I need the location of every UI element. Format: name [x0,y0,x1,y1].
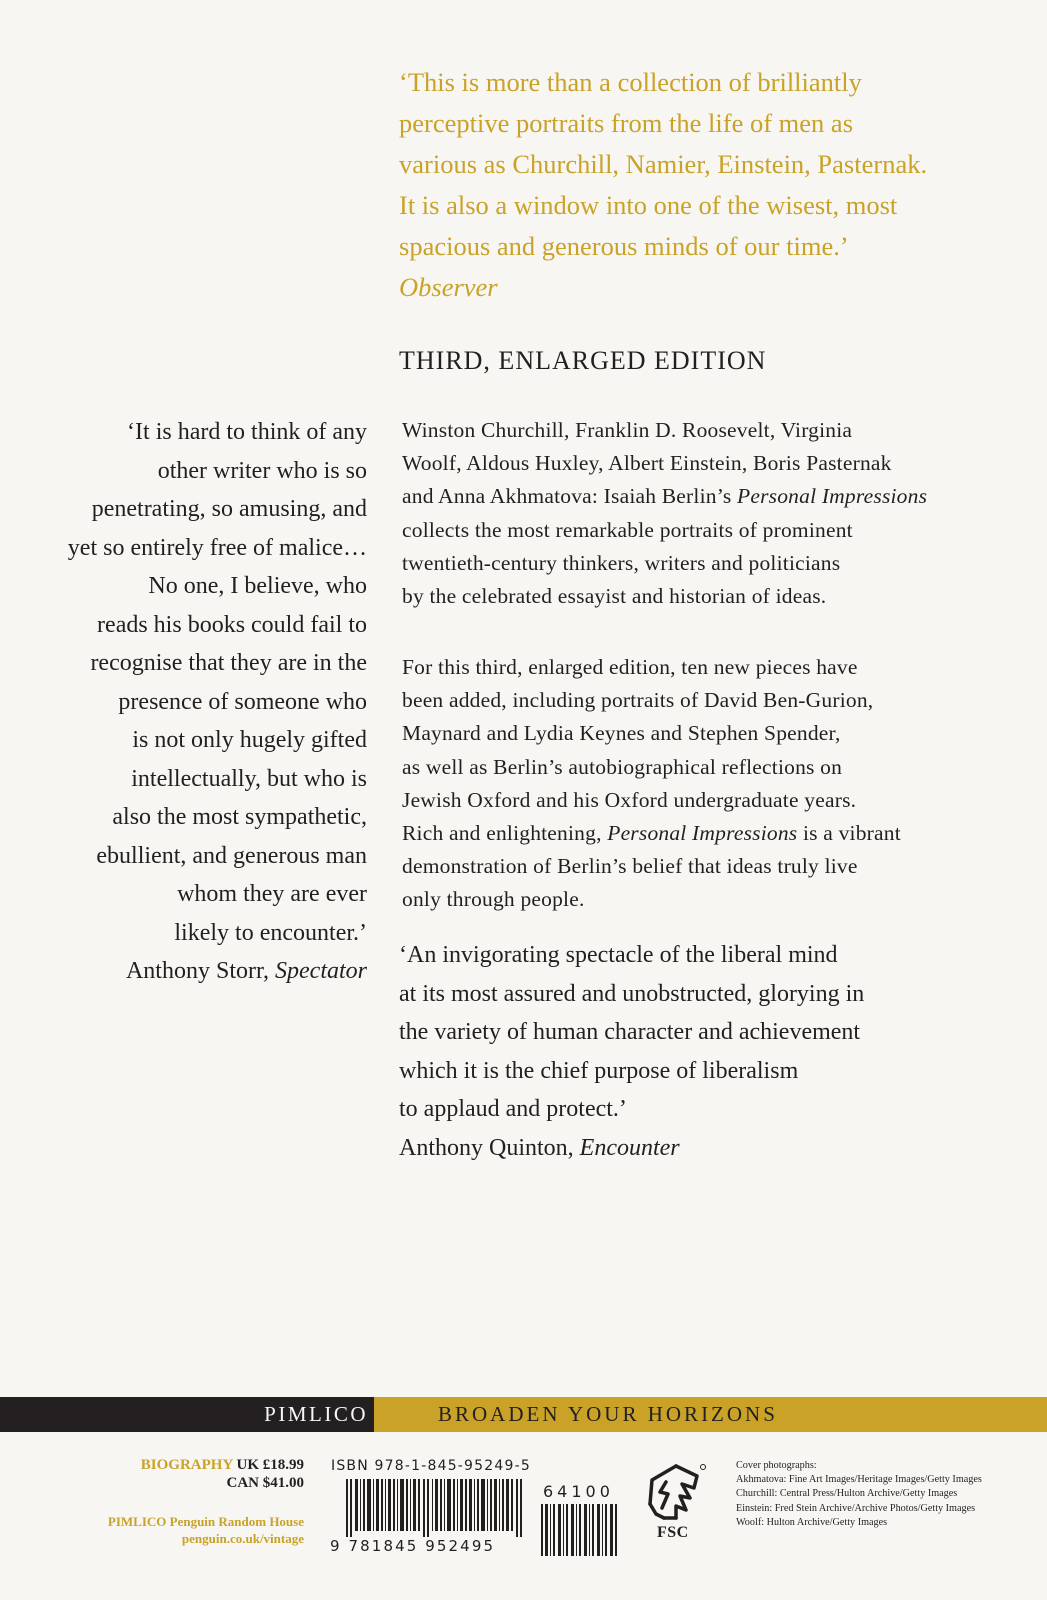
quote-line: also the most sympathetic, [112,804,367,830]
credits-line: Akhmatova: Fine Art Images/Heritage Images/Getty Images [736,1474,982,1486]
addon-digits: 64100 [543,1482,614,1501]
fsc-label: FSC [657,1524,689,1541]
tagline-label: BROADEN YOUR HORIZONS [438,1402,778,1426]
isbn-label: ISBN 978-1-845-95249-5 [331,1458,531,1474]
paragraph-line: Winston Churchill, Franklin D. Roosevelt, Virginia [402,418,853,442]
paragraph-line: Maynard and Lydia Keynes and Stephen Spender, [402,721,841,746]
quote-line: intellectually, but who is [131,765,367,792]
price-uk: UK £18.99 [232,1457,304,1473]
paragraph-line: Woolf, Aldous Huxley, Albert Einstein, Boris Pasternak [402,451,892,476]
attribution-name: Anthony Quinton, [399,1134,580,1161]
quote-line: penetrating, so amusing, and [91,496,367,522]
quote-source: Observer [399,272,498,302]
paragraph-line: demonstration of Berlin’s belief that ideas truly live [402,854,858,879]
quote-attribution [7,952,367,991]
quote-line: at its most assured and unobstructed, glorying in [399,980,865,1007]
quote-attribution [399,1129,999,1168]
book-title: Personal Impressions [607,821,798,846]
imprint-label: PIMLICO [264,1402,368,1426]
edition-heading: THIRD, ENLARGED EDITION [399,346,767,375]
publisher-website: penguin.co.uk/vintage [181,1531,304,1546]
quote-line: the variety of human character and achievement [399,1019,861,1045]
attribution-source: Spectator [275,958,367,984]
quote-line: recognise that they are in the [90,650,367,676]
publisher-block [108,1513,304,1547]
addon-barcode [541,1504,621,1556]
quote-line: ‘It is hard to think of any [127,419,367,445]
credits-line: Cover photographs: [736,1460,817,1471]
quote-line: various as Churchill, Namier, Einstein, Pasternak. [399,149,928,179]
quote-line: is not only hugely gifted [132,727,367,753]
barcode-bars [346,1479,522,1537]
paragraph-line: been added, including portraits of David Ben-Gurion, [402,688,874,713]
price-can: CAN $41.00 [226,1475,304,1491]
quote-line: likely to encounter.’ [174,919,367,946]
barcode [346,1479,524,1537]
paragraph-line: collects the most remarkable portraits of prominent [402,517,853,542]
quote-line: whom they are ever [177,881,367,907]
paragraph-line: Jewish Oxford and his Oxford undergraduate years. [402,787,857,812]
price-block [141,1456,304,1492]
quote-line: yet so entirely free of malice… [67,534,367,561]
paragraph-line: as well as Berlin’s autobiographical reflections on [402,754,843,779]
paragraph-line: twentieth-century thinkers, writers and politicians [402,550,841,575]
description-paragraph-1 [402,414,1002,613]
attribution-source: Encounter [579,1134,680,1161]
text-run: is a vibrant [797,821,901,846]
quote-line: reads his books could fail to [97,611,367,638]
quote-line: spacious and generous minds of our time.’ [399,231,849,261]
quote-line: presence of someone who [118,688,367,715]
description-paragraph-2 [402,651,1002,917]
attribution-name: Anthony Storr, [125,958,276,984]
quote-line: ebullient, and generous man [96,842,367,869]
paragraph-line: only through people. [402,887,585,912]
book-title: Personal Impressions [737,484,928,509]
quote-line: to applaud and protect.’ [399,1096,627,1122]
paragraph-line [402,817,1002,850]
credits-line: Churchill: Central Press/Hulton Archive/Getty Images [736,1488,958,1500]
quote-line: other writer who is so [157,457,367,484]
text-run: and Anna Akhmatova: Isaiah Berlin’s [402,484,738,509]
credits-line: Woolf: Hulton Archive/Getty Images [736,1516,888,1528]
addon-bars [541,1504,617,1556]
publisher-imprint: PIMLICO [107,1514,167,1529]
imprint-band [0,1397,374,1432]
publisher-name: Penguin Random House [166,1514,304,1529]
quote-line: which it is the chief purpose of liberalism [399,1057,799,1084]
left-quote [7,413,367,991]
top-quote [399,62,1019,308]
quote-line: It is also a window into one of the wisest, most [399,190,898,220]
category-label: BIOGRAPHY [140,1457,233,1473]
quote-line: ‘An invigorating spectacle of the liberal mind [399,942,838,968]
text-run: Rich and enlightening, [402,821,608,846]
quote-line: No one, I believe, who [148,573,367,599]
paragraph-line: by the celebrated essayist and historian of ideas. [402,584,827,609]
barcode-digits: 9 781845 952495 [330,1537,496,1555]
cover-credits [736,1459,982,1530]
credits-line: Einstein: Fred Stein Archive/Archive Photos/Getty Images [736,1502,976,1514]
paragraph-line [402,480,1002,513]
paragraph-line: For this third, enlarged edition, ten new pieces have [402,655,858,679]
tagline-band [374,1397,1047,1432]
quote-line: ‘This is more than a collection of brilliantly [399,67,862,97]
quote-line: perceptive portraits from the life of men as [399,108,854,138]
bottom-quote [399,936,999,1167]
